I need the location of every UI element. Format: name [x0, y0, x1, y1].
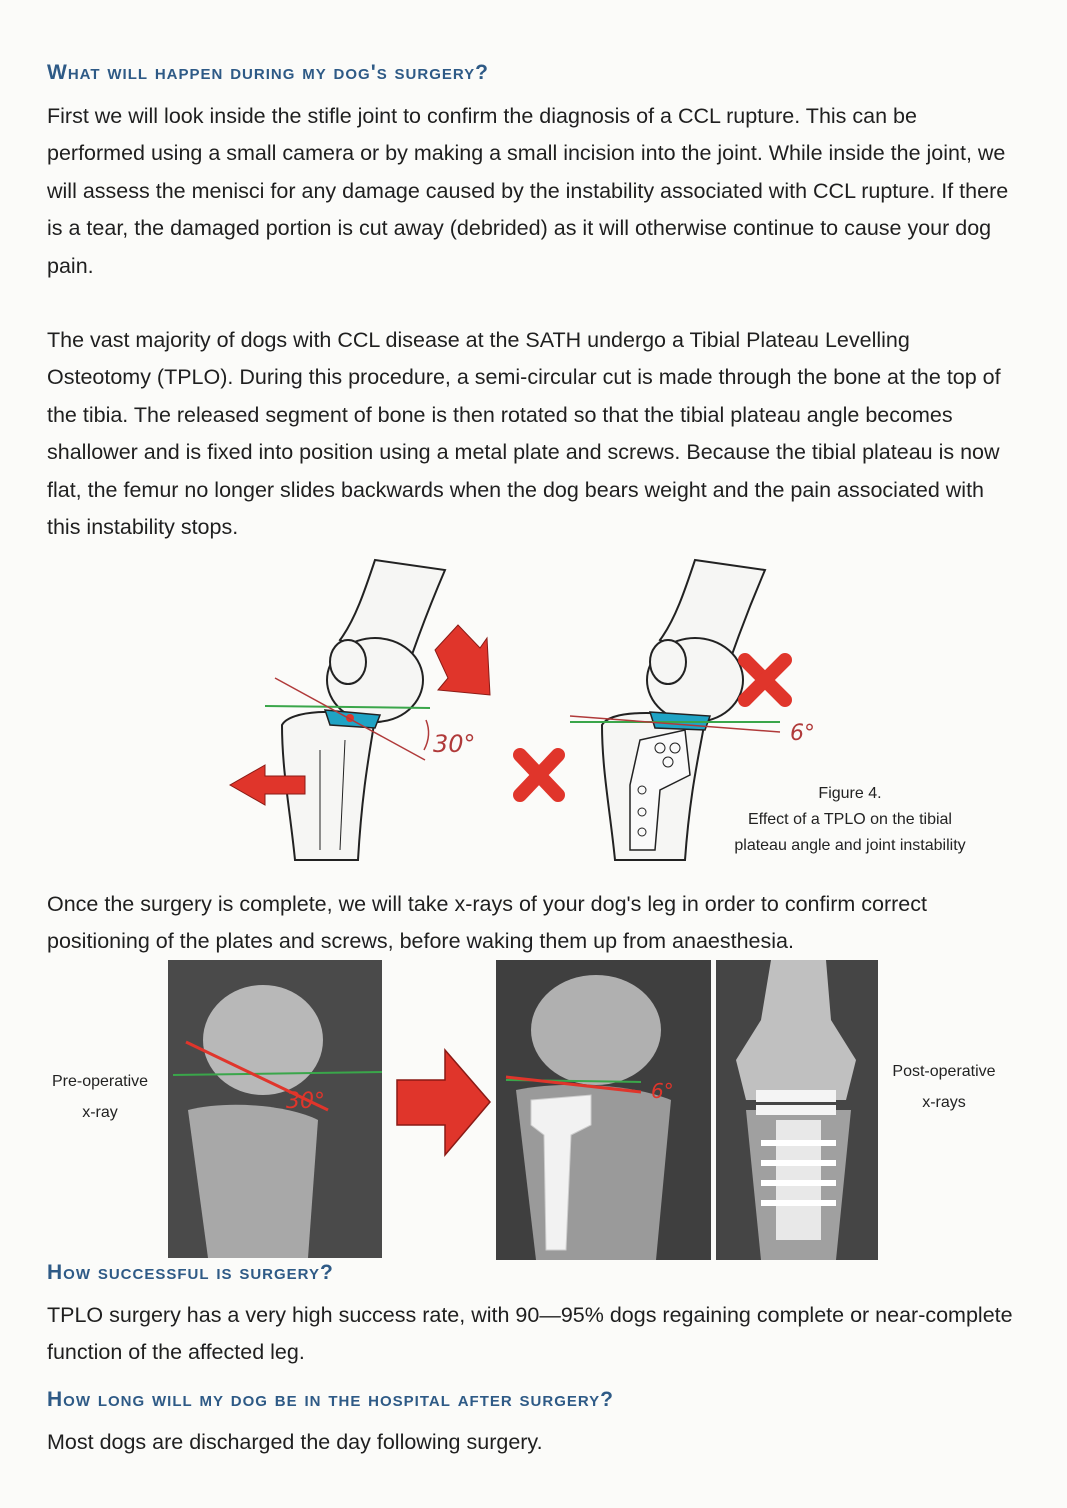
knee-before-drawing: [282, 560, 445, 860]
paragraph-diagnosis: First we will look inside the stifle joint to confirm the diagnosis of a CCL rupture. This can be performed using a small camera or by making a small incision into the joint. While inside the joint, we will assess the menisci for any damage caused by the instability associated with CCL rupture. If there is a tear, the damaged portion is cut away (debrided) as it will otherwise continue to cause your dog pain.: [47, 104, 1009, 278]
section-heading-hospital: How long will my dog be in the hospital after surgery?: [47, 1388, 614, 1411]
cross-icon-forward: [520, 755, 558, 795]
arrow-right-icon: [395, 1045, 495, 1160]
xray-postop-lateral: [496, 960, 711, 1260]
arrow-down-right: [435, 625, 490, 695]
angle-label-after: 6°: [790, 721, 815, 746]
section-heading-success: How successful is surgery?: [47, 1261, 334, 1284]
paragraph-xrays: Once the surgery is complete, we will take x-rays of your dog's leg in order to confirm correct positioning of the plates and screws, before waking them up from anaesthesia.: [47, 892, 927, 954]
preop-label: Pre-operative x-ray: [51, 1073, 149, 1121]
figure4-line2: plateau angle and joint instability: [734, 837, 966, 854]
cross-icon-backward: [745, 660, 785, 700]
paragraph-success: TPLO surgery has a very high success rate, with 90—95% dogs regaining complete or near-complete function of the affected leg.: [47, 1303, 1013, 1365]
paragraph-hospital: Most dogs are discharged the day following surgery.: [47, 1430, 543, 1454]
angle-label-before: 30°: [433, 730, 476, 758]
xray-post-angle: 6°: [651, 1079, 674, 1103]
figure4-line1: Effect of a TPLO on the tibial: [748, 811, 952, 828]
figure4-title: Figure 4.: [818, 785, 882, 802]
xray-postop-frontal: [716, 960, 878, 1260]
postop-label: Post-operative x-rays: [892, 1063, 996, 1111]
figure4-caption: [705, 781, 995, 859]
xray-preop: [168, 960, 382, 1258]
xray-pre-angle: 30°: [286, 1089, 325, 1114]
section-heading-surgery: What will happen during my dog's surgery?: [47, 61, 489, 84]
paragraph-tplo: The vast majority of dogs with CCL disease at the SATH undergo a Tibial Plateau Levelling Osteotomy (TPLO). During this procedure, a semi-circular cut is made through the bone at the top of the tibia. The released segment of bone is then rotated so that the tibial plateau angle becomes shallower and is fixed into position using a metal plate and screws. Because the tibial plateau is now flat, the femur no longer slides backwards when the dog bears weight and the pain associated with this instability stops.: [47, 328, 1001, 540]
